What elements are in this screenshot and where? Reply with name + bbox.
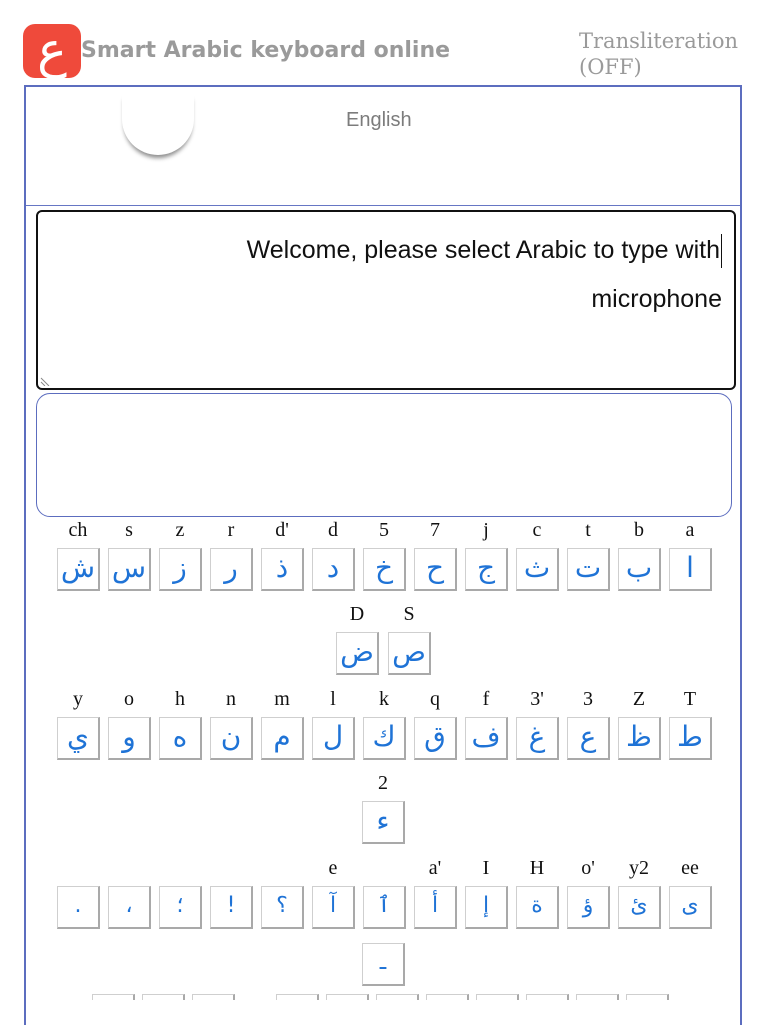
key-label: 3	[583, 688, 593, 710]
key-label: t	[585, 519, 591, 541]
key-label: n	[226, 688, 236, 710]
arabic-key[interactable]	[476, 994, 519, 1000]
arabic-key[interactable]	[426, 994, 469, 1000]
key-label: f	[482, 688, 490, 710]
arabic-key[interactable]: ب	[618, 548, 661, 591]
arabic-key[interactable]: ـ	[362, 943, 405, 986]
arabic-key[interactable]: آ	[312, 886, 355, 929]
arabic-key[interactable]: ط	[669, 717, 712, 760]
site-title[interactable]: Smart Arabic keyboard online	[81, 38, 451, 63]
arabic-key[interactable]: ز	[159, 548, 202, 591]
arabic-key[interactable]: !	[210, 886, 253, 929]
arabic-key[interactable]: ،	[108, 886, 151, 929]
arabic-key[interactable]: م	[261, 717, 304, 760]
arabic-key[interactable]: ر	[210, 548, 253, 591]
arabic-key[interactable]	[626, 994, 669, 1000]
arabic-key[interactable]: ص	[388, 632, 431, 675]
key-label: b	[634, 519, 644, 541]
key-label: c	[532, 519, 542, 541]
transliteration-toggle[interactable]: Transliteration (OFF)	[579, 29, 739, 79]
arabic-key[interactable]	[326, 994, 369, 1000]
key-label: 7	[430, 519, 440, 541]
arabic-key[interactable]: ة	[516, 886, 559, 929]
arabic-key[interactable]: غ	[516, 717, 559, 760]
key-label: m	[274, 688, 290, 710]
key-label: ee	[681, 857, 699, 879]
key-label: 2	[378, 772, 388, 794]
key-label: k	[379, 688, 389, 710]
arabic-key[interactable]: ث	[516, 548, 559, 591]
key-label: Z	[632, 688, 646, 710]
arabic-key[interactable]	[576, 994, 619, 1000]
arabic-key[interactable]: ض	[336, 632, 379, 675]
arabic-key[interactable]: ع	[567, 717, 610, 760]
key-label: d	[328, 519, 338, 541]
key-label: 5	[379, 519, 389, 541]
arabic-key[interactable]: ه	[159, 717, 202, 760]
key-label: d'	[275, 519, 289, 541]
arabic-key[interactable]: أ	[414, 886, 457, 929]
arabic-key[interactable]	[376, 994, 419, 1000]
header	[0, 0, 768, 86]
logo[interactable]: ع	[23, 24, 81, 78]
arabic-key[interactable]	[526, 994, 569, 1000]
arabic-key[interactable]: ج	[465, 548, 508, 591]
arabic-key[interactable]: ل	[312, 717, 355, 760]
arabic-key[interactable]: ش	[57, 548, 100, 591]
key-label: H	[529, 857, 545, 879]
key-label: s	[125, 519, 133, 541]
key-label: y	[73, 688, 83, 710]
arabic-key[interactable]: ٱ	[363, 886, 406, 929]
arabic-key[interactable]: ى	[669, 886, 712, 929]
arabic-key[interactable]: ذ	[261, 548, 304, 591]
arabic-key[interactable]: ؛	[159, 886, 202, 929]
suggestion-box[interactable]	[36, 393, 732, 517]
arabic-key[interactable]: ظ	[618, 717, 661, 760]
arabic-key[interactable]: ؤ	[567, 886, 610, 929]
arabic-key[interactable]: و	[108, 717, 151, 760]
arabic-key[interactable]: ا	[669, 548, 712, 591]
resize-grip-icon[interactable]	[40, 374, 52, 386]
arabic-key[interactable]	[142, 994, 185, 1000]
arabic-key[interactable]: إ	[465, 886, 508, 929]
key-label: S	[403, 603, 415, 625]
key-label: T	[683, 688, 697, 710]
key-label: y2	[629, 857, 649, 879]
arabic-key[interactable]: ئ	[618, 886, 661, 929]
editor-line-2: microphone	[591, 285, 722, 313]
arabic-key[interactable]: ي	[57, 717, 100, 760]
key-label: h	[175, 688, 185, 710]
key-label: z	[175, 519, 185, 541]
key-label: o	[124, 688, 134, 710]
arabic-key[interactable]: ح	[414, 548, 457, 591]
key-label: a'	[428, 857, 442, 879]
arabic-key[interactable]: ف	[465, 717, 508, 760]
arabic-key[interactable]	[276, 994, 319, 1000]
arabic-key[interactable]: ت	[567, 548, 610, 591]
key-label: q	[430, 688, 440, 710]
arabic-key[interactable]: ؟	[261, 886, 304, 929]
text-caret	[721, 234, 722, 268]
arabic-key[interactable]: ق	[414, 717, 457, 760]
arabic-key[interactable]: ك	[363, 717, 406, 760]
arabic-key[interactable]	[192, 994, 235, 1000]
arabic-key[interactable]: ن	[210, 717, 253, 760]
language-bar	[26, 87, 740, 206]
editor-line-1: Welcome, please select Arabic to type with	[50, 226, 722, 275]
text-editor[interactable]	[36, 210, 736, 390]
arabic-key[interactable]: خ	[363, 548, 406, 591]
key-label: e	[328, 857, 338, 879]
key-label: r	[227, 519, 235, 541]
key-label: l	[330, 688, 336, 710]
arabic-key[interactable]: س	[108, 548, 151, 591]
arabic-key[interactable]	[92, 994, 135, 1000]
arabic-key[interactable]: د	[312, 548, 355, 591]
key-label: j	[483, 519, 489, 541]
key-label: ch	[68, 519, 88, 541]
language-selector[interactable]: English	[346, 109, 412, 131]
key-label: 3'	[530, 688, 544, 710]
key-label: D	[349, 603, 365, 625]
key-label: I	[482, 857, 490, 879]
key-label: a	[685, 519, 695, 541]
arabic-key[interactable]: .	[57, 886, 100, 929]
key-label: o'	[581, 857, 595, 879]
arabic-key[interactable]: ء	[362, 801, 405, 844]
microphone-button[interactable]	[122, 93, 194, 155]
